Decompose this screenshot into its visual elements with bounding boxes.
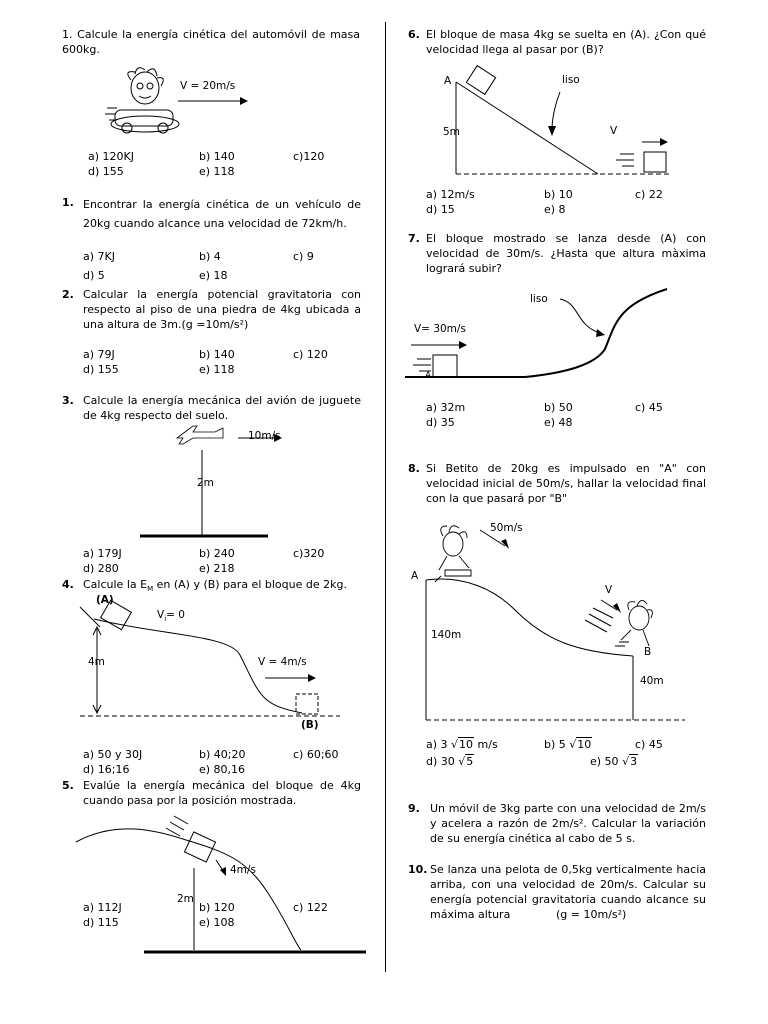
q6-number: 6. xyxy=(408,28,420,41)
q1b-option-a: a) 7KJ xyxy=(83,250,115,263)
q4-option-b: b) 40;20 xyxy=(199,748,246,761)
driver-car-illustration xyxy=(105,68,185,136)
q3-number: 3. xyxy=(62,394,74,407)
q6-diagram xyxy=(440,62,680,182)
q1b-number: 1. xyxy=(62,196,74,209)
q8-diagram xyxy=(405,520,695,725)
q10-gravity-note: (g = 10m/s²) xyxy=(556,908,627,921)
q2-text: Calcular la energía potencial gravitatoria con respecto al piso de una piedra de 4kg ubicada a una altura de 3m.(g =10m/s²) xyxy=(83,288,361,331)
q3-option-d: d) 280 xyxy=(83,562,119,575)
q8-height-b-label: 40m xyxy=(640,675,664,687)
q7-option-d: d) 35 xyxy=(426,416,455,429)
q5-option-c: c) 122 xyxy=(293,901,328,914)
q6-option-d: d) 15 xyxy=(426,203,455,216)
sqrt-symbol: √ xyxy=(569,738,577,751)
q1a-option-c: c)120 xyxy=(293,150,325,163)
q3-height-label: 2m xyxy=(197,477,214,489)
q5-option-a: a) 112J xyxy=(83,901,122,914)
q7-number: 7. xyxy=(408,232,420,245)
q3-option-b: b) 240 xyxy=(199,547,235,560)
sqrt-symbol: √ xyxy=(622,755,630,768)
q8-point-a-label: A xyxy=(411,570,419,582)
q1a-velocity-arrow xyxy=(178,97,248,105)
q4-height-label: 4m xyxy=(88,656,105,668)
sqrt-symbol: √ xyxy=(458,755,466,768)
q5-option-e: e) 108 xyxy=(199,916,235,929)
q1a-option-e: e) 118 xyxy=(199,165,235,178)
q6-velocity-label: V xyxy=(610,125,618,137)
q4-velocity-label: V = 4m/s xyxy=(258,656,307,668)
q8-option-c: c) 45 xyxy=(635,738,663,751)
q6-option-b: b) 10 xyxy=(544,188,573,201)
q2-option-c: c) 120 xyxy=(293,348,328,361)
q7-text: El bloque mostrado se lanza desde (A) con velocidad de 30m/s. ¿Hasta que altura màxima logrará subir? xyxy=(426,232,706,275)
q3-velocity-label: 10m/s xyxy=(248,430,281,442)
q4-option-d: d) 16;16 xyxy=(83,763,130,776)
q2-option-d: d) 155 xyxy=(83,363,119,376)
q8-option-b: b) 5 √10 xyxy=(544,738,592,751)
q7-option-a: a) 32m xyxy=(426,401,466,414)
betito-figure-b xyxy=(615,600,652,646)
q6-point-a-label: A xyxy=(444,75,452,87)
q6-option-e: e) 8 xyxy=(544,203,566,216)
column-divider xyxy=(385,22,386,972)
q10-text: Se lanza una pelota de 0,5kg verticalmente hacia arriba, con una velocidad de 20m/s. Calcular su energía potencial gravitatoria cuando alcance su máxima altura xyxy=(430,863,706,921)
q8-velocity-a-label: 50m/s xyxy=(490,522,523,534)
q8-option-a: a) 3 √10 m/s xyxy=(426,738,498,751)
q5-option-b: b) 120 xyxy=(199,901,235,914)
q5-diagram xyxy=(76,820,366,960)
q7-smooth-label: liso xyxy=(530,293,548,305)
q6-height-label: 5m xyxy=(443,126,460,138)
sqrt-symbol: √ xyxy=(451,738,459,751)
q1a-text: 1. Calcule la energía cinética del automóvil de masa 600kg. xyxy=(62,28,360,56)
q1b-text: Encontrar la energía cinética de un vehículo de 20kg cuando alcance una velocidad de 72km/h. xyxy=(83,198,361,230)
q8-height-a-label: 140m xyxy=(431,629,462,641)
q7-option-c: c) 45 xyxy=(635,401,663,414)
q7-velocity-label: V= 30m/s xyxy=(414,323,466,335)
q6-option-c: c) 22 xyxy=(635,188,663,201)
q1a-option-d: d) 155 xyxy=(88,165,124,178)
q8-option-e: e) 50 √3 xyxy=(590,755,638,768)
q2-option-b: b) 140 xyxy=(199,348,235,361)
q4-point-a-label: (A) xyxy=(96,594,114,606)
q7-option-e: e) 48 xyxy=(544,416,573,429)
q9-number: 9. xyxy=(408,802,420,815)
q4-option-c: c) 60;60 xyxy=(293,748,339,761)
q1b-option-b: b) 4 xyxy=(199,250,221,263)
q4-option-a: a) 50 y 30J xyxy=(83,748,143,761)
q2-number: 2. xyxy=(62,288,74,301)
q6-text: El bloque de masa 4kg se suelta en (A). ¿Con qué velocidad llega al pasar por (B)? xyxy=(426,28,706,56)
q8-velocity-b-label: V xyxy=(605,584,613,596)
q8-option-d: d) 30 √5 xyxy=(426,755,474,768)
q7-point-a-label: A xyxy=(425,371,432,381)
q2-option-e: e) 118 xyxy=(199,363,235,376)
q7-option-b: b) 50 xyxy=(544,401,573,414)
betito-figure-a xyxy=(435,526,471,582)
q10-number: 10. xyxy=(408,863,428,876)
q3-text: Calcule la energía mecánica del avión de juguete de 4kg respecto del suelo. xyxy=(83,394,361,422)
q4-point-b-label: (B) xyxy=(301,719,319,731)
q3-option-e: e) 218 xyxy=(199,562,235,575)
q5-text: Evalúe la energía mecánica del bloque de 4kg cuando pasa por la posición mostrada. xyxy=(83,779,361,807)
q5-number: 5. xyxy=(62,779,74,792)
q1b-option-e: e) 18 xyxy=(199,269,228,282)
q1b-option-d: d) 5 xyxy=(83,269,105,282)
q5-option-d: d) 115 xyxy=(83,916,119,929)
q1a-option-a: a) 120KJ xyxy=(88,150,134,163)
q4-diagram xyxy=(80,595,360,730)
q4-option-e: e) 80,16 xyxy=(199,763,246,776)
q8-text: Si Betito de 20kg es impulsado en "A" con velocidad inicial de 50m/s, hallar la velocidad final con la que pasará por "B" xyxy=(426,462,706,505)
q4-text: Calcule la $E_M$ en (A) y (B) para el bloque de 2kg. xyxy=(83,578,347,594)
q4-initial-velocity-label: $V_i= 0$ xyxy=(157,609,185,624)
q6-option-a: a) 12m/s xyxy=(426,188,475,201)
q3-option-a: a) 179J xyxy=(83,547,122,560)
q5-velocity-label: 4m/s xyxy=(230,864,256,876)
q9-text: Un móvil de 3kg parte con una velocidad de 2m/s y acelera a razón de 2m/s². Calcular la variación de su energía cinética al cabo de 5 s. xyxy=(430,802,706,845)
q1a-velocity-label: V = 20m/s xyxy=(180,80,236,92)
q3-option-c: c)320 xyxy=(293,547,325,560)
q8-number: 8. xyxy=(408,462,420,475)
q6-smooth-label: liso xyxy=(562,74,580,86)
q4-number: 4. xyxy=(62,578,74,591)
q2-option-a: a) 79J xyxy=(83,348,115,361)
q5-height-label: 2m xyxy=(177,893,194,905)
q1b-option-c: c) 9 xyxy=(293,250,314,263)
q8-point-b-label: B xyxy=(644,646,652,658)
q1a-option-b: b) 140 xyxy=(199,150,235,163)
